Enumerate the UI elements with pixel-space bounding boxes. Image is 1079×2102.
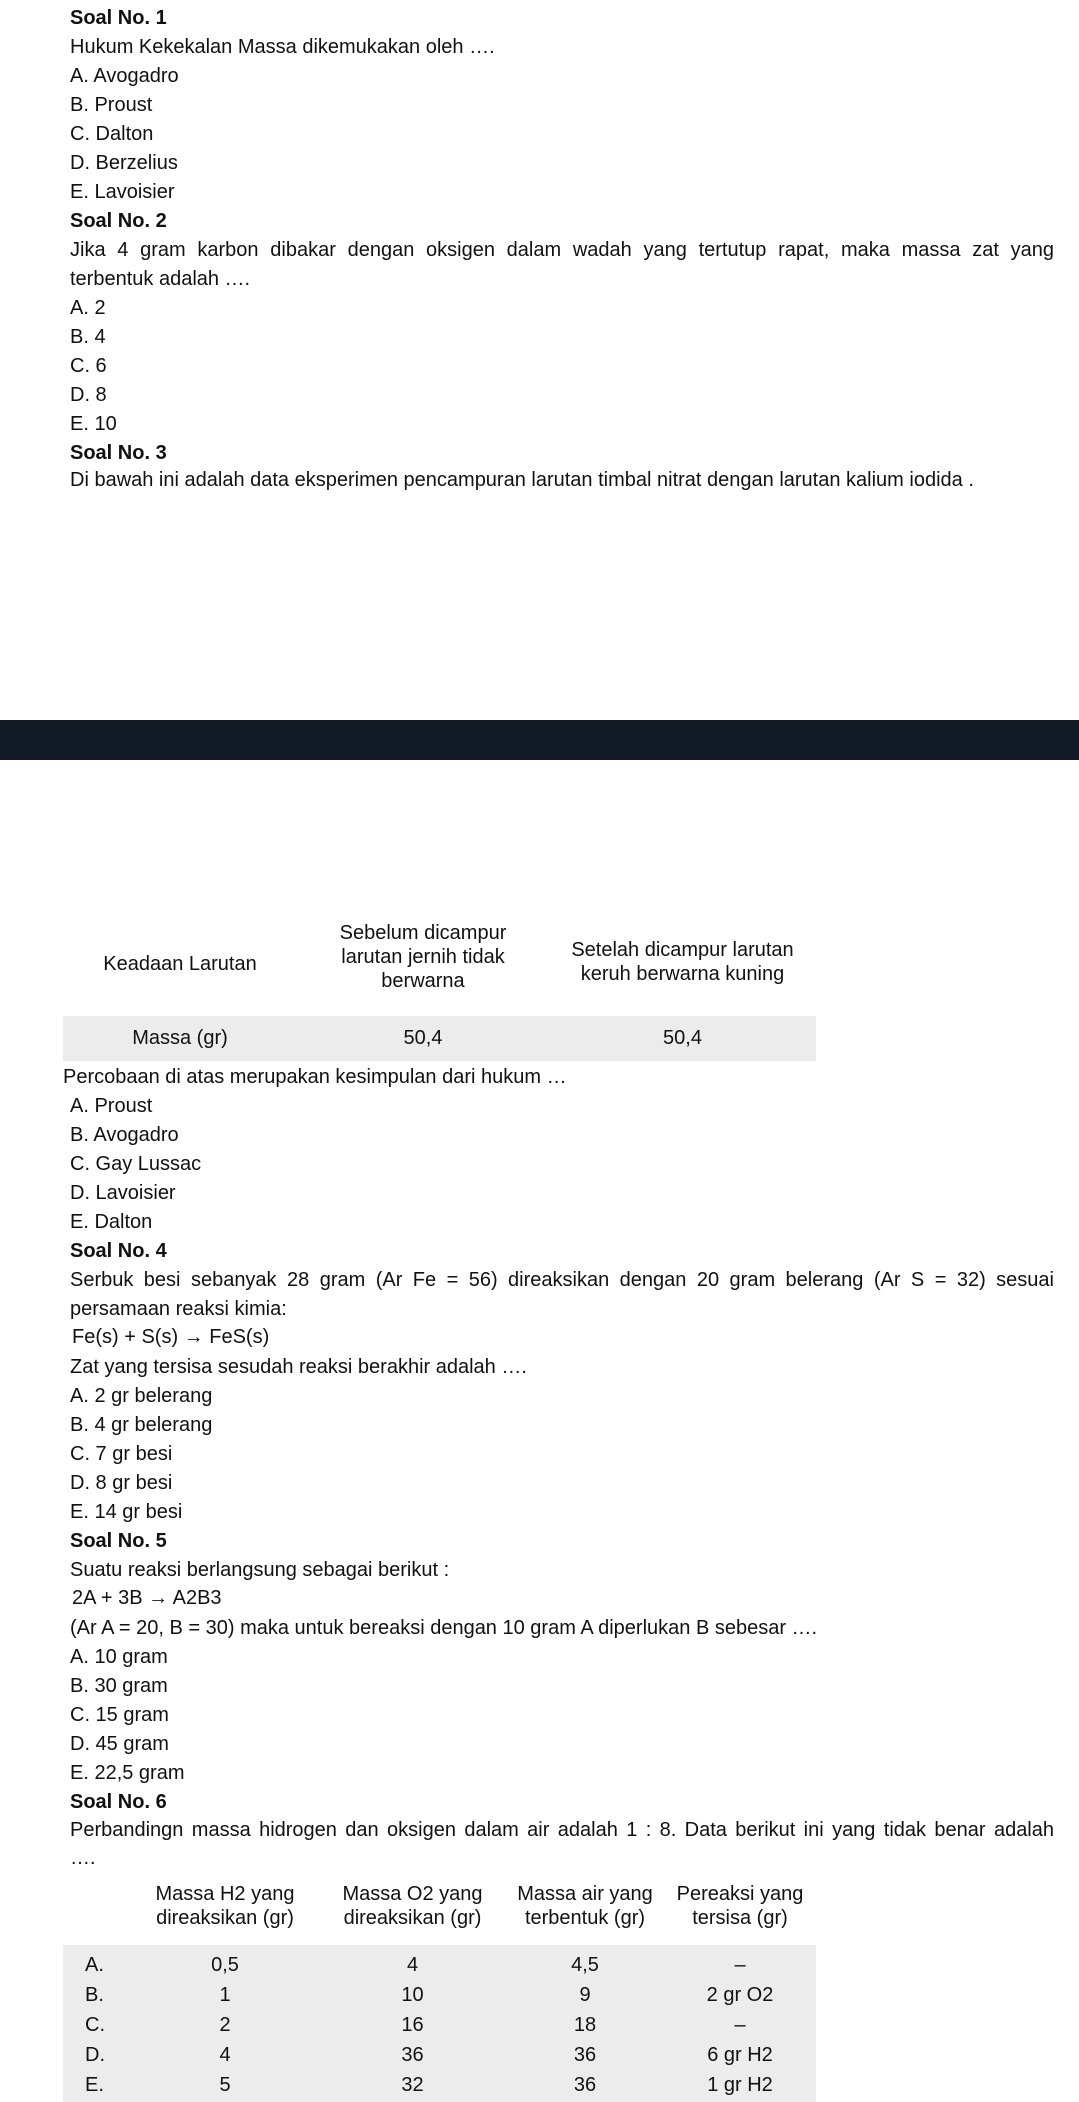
q6-heading: Soal No. 6: [70, 1791, 167, 1813]
q6-row-water: 36: [573, 2044, 597, 2066]
q6-row-water: 9: [579, 1984, 591, 2006]
q3-question: Di bawah ini adalah data eksperimen pencampuran larutan timbal nitrat dengan larutan kalium iodida .: [70, 469, 974, 491]
q4-option-b: B. 4 gr belerang: [70, 1414, 213, 1436]
q5-option-a: A. 10 gram: [70, 1646, 168, 1668]
q6-table-header-rest: Pereaksi yang tersisa (gr): [676, 1883, 804, 1929]
q6-table-header-water: Massa air yang terbentuk (gr): [517, 1883, 653, 1929]
q2-heading: Soal No. 2: [70, 210, 167, 232]
q2-option-b: B. 4: [70, 326, 106, 348]
q5-option-c: C. 15 gram: [70, 1704, 169, 1726]
q3-option-e: E. Dalton: [70, 1211, 153, 1233]
q6-row-rest: 6 gr H2: [707, 2044, 773, 2066]
q6-row-h2: 4: [219, 2044, 231, 2066]
q6-row-o2: 10: [401, 1984, 424, 2006]
q5-option-e: E. 22,5 gram: [70, 1762, 185, 1784]
q6-row-rest: 2 gr O2: [706, 1984, 774, 2006]
q4-option-a: A. 2 gr belerang: [70, 1385, 213, 1407]
q6-row-water: 36: [573, 2074, 597, 2096]
q6-row-o2: 36: [401, 2044, 424, 2066]
q4-question-line2: persamaan reaksi kimia:: [70, 1298, 287, 1320]
q6-question-line1: Perbandingn massa hidrogen dan oksigen dalam air adalah 1 : 8. Data berikut ini yang tidak benar adalah: [70, 1819, 1054, 1841]
q5-question: Suatu reaksi berlangsung sebagai berikut :: [70, 1559, 450, 1581]
q3-option-a: A. Proust: [70, 1095, 153, 1117]
q6-row-water: 18: [573, 2014, 597, 2036]
q2-option-e: E. 10: [70, 413, 117, 435]
q3-table-header-after: Setelah dicampur larutan keruh berwarna kuning: [571, 939, 794, 985]
q6-row-label: B.: [85, 1984, 104, 2006]
q6-row-rest: –: [734, 1954, 746, 1976]
q5-heading: Soal No. 5: [70, 1530, 167, 1552]
q6-row-label: D.: [85, 2044, 105, 2066]
q6-row-h2: 5: [219, 2074, 231, 2096]
q6-row-rest: –: [734, 2014, 746, 2036]
q6-table-header-o2: Massa O2 yang direaksikan (gr): [342, 1883, 483, 1929]
q1-option-d: D. Berzelius: [70, 152, 178, 174]
q4-question-line1: Serbuk besi sebanyak 28 gram (Ar Fe = 56) direaksikan dengan 20 gram belerang (Ar S = 32) sesuai: [70, 1269, 1054, 1291]
q4-option-c: C. 7 gr besi: [70, 1443, 173, 1465]
q3-table-cell-after: 50,4: [663, 1027, 702, 1049]
q4-option-d: D. 8 gr besi: [70, 1472, 173, 1494]
q6-row-label: C.: [85, 2014, 105, 2036]
q1-heading: Soal No. 1: [70, 7, 167, 29]
q5-equation: 2A + 3B → A2B3: [72, 1587, 222, 1609]
q4-option-e: E. 14 gr besi: [70, 1501, 183, 1523]
q2-question-line1: Jika 4 gram karbon dibakar dengan oksigen dalam wadah yang tertutup rapat, maka massa zat yang: [70, 239, 1054, 261]
q6-row-rest: 1 gr H2: [707, 2074, 773, 2096]
q4-heading: Soal No. 4: [70, 1240, 167, 1262]
q2-option-a: A. 2: [70, 297, 106, 319]
q6-question-line2: ….: [70, 1847, 96, 1869]
q6-row-label: E.: [85, 2074, 104, 2096]
q4-followup: Zat yang tersisa sesudah reaksi berakhir adalah ….: [70, 1356, 527, 1378]
q4-equation: [72, 1326, 269, 1349]
q1-option-c: C. Dalton: [70, 123, 154, 145]
q6-row-o2: 4: [406, 1954, 419, 1976]
q6-row-h2: 2: [219, 2014, 231, 2036]
q3-option-d: D. Lavoisier: [70, 1182, 176, 1204]
q3-followup: Percobaan di atas merupakan kesimpulan dari hukum …: [63, 1066, 567, 1088]
q6-row-h2: 1: [219, 1984, 231, 2006]
q5-option-d: D. 45 gram: [70, 1733, 169, 1755]
q1-option-a: A. Avogadro: [70, 65, 179, 87]
q3-option-c: C. Gay Lussac: [70, 1153, 202, 1175]
q1-option-b: B. Proust: [70, 94, 153, 116]
q5-option-b: B. 30 gram: [70, 1675, 168, 1697]
q3-heading: Soal No. 3: [70, 442, 167, 464]
q3-table-header-state: Keadaan Larutan: [103, 953, 257, 975]
q6-row-water: 4,5: [571, 1954, 599, 1976]
q5-detail: (Ar A = 20, B = 30) maka untuk bereaksi dengan 10 gram A diperlukan B sebesar ….: [70, 1617, 818, 1639]
q6-row-o2: 16: [401, 2014, 424, 2036]
q3-table-cell-label: Massa (gr): [132, 1027, 228, 1049]
q1-question: Hukum Kekekalan Massa dikemukakan oleh ….: [70, 36, 495, 58]
q3-table-header-before: Sebelum dicampur larutan jernih tidak berwarna: [339, 922, 507, 992]
q3-option-b: B. Avogadro: [70, 1124, 179, 1146]
q3-table-cell-before: 50,4: [403, 1027, 443, 1049]
q2-question-line2: terbentuk adalah ….: [70, 268, 251, 290]
q6-row-label: A.: [85, 1954, 104, 1976]
dark-separator-band: [0, 720, 1079, 760]
q6-row-h2: 0,5: [211, 1954, 239, 1976]
q6-table-header-h2: Massa H2 yang direaksikan (gr): [155, 1883, 295, 1929]
q4-equation-text: Fe(s) + S(s) → FeS(s): [72, 1326, 270, 1348]
q2-option-c: C. 6: [70, 355, 107, 377]
q1-option-e: E. Lavoisier: [70, 181, 175, 203]
q2-option-d: D. 8: [70, 384, 107, 406]
q6-row-o2: 32: [401, 2074, 424, 2096]
